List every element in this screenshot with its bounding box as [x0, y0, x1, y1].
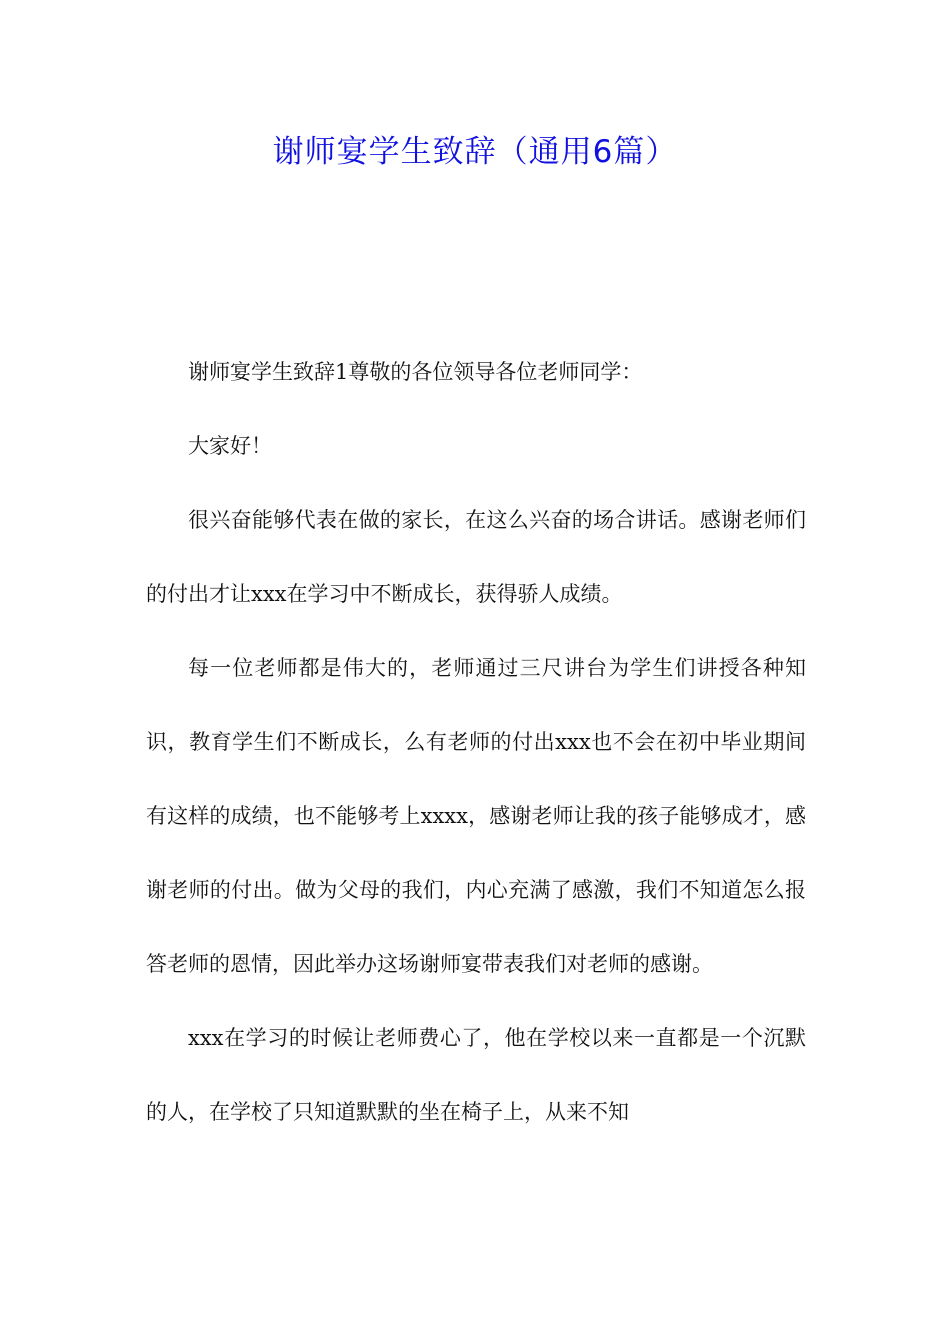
- paragraph-2: 每一位老师都是伟大的，老师通过三尺讲台为学生们讲授各种知识，教育学生们不断成长，么有老师的付出xxx也不会在初中毕业期间有这样的成绩，也不能够考上xxxx，感谢老师让我的孩子能够成才，感谢老师的付出。做为父母的我们，内心充满了感激，我们不知道怎么报答老师的恩情，因此举办这场谢师宴带表我们对老师的感谢。: [146, 656, 806, 976]
- document-body: [146, 335, 806, 1149]
- paragraph-salutation: 谢师宴学生致辞1尊敬的各位领导各位老师同学：: [188, 360, 643, 384]
- document-title: 谢师宴学生致辞（通用6篇）: [272, 134, 678, 170]
- paragraph-3: xxx在学习的时候让老师费心了，他在学校以来一直都是一个沉默的人，在学校了只知道默默的坐在椅子上，从来不知: [146, 1026, 806, 1124]
- paragraph-greeting: 大家好！: [188, 434, 272, 458]
- paragraph-1: 很兴奋能够代表在做的家长，在这么兴奋的场合讲话。感谢老师们的付出才让xxx在学习中不断成长，获得骄人成绩。: [146, 508, 806, 606]
